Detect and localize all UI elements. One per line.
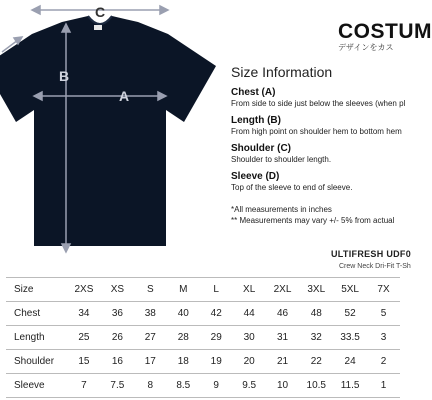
measure-a-label: A [119,88,130,104]
table-cell: 29 [200,326,233,350]
size-header: XS [101,278,134,302]
term-shoulder: Shoulder (C) [231,143,291,154]
table-cell: 33.5 [333,326,367,350]
desc-shoulder: Shoulder to shoulder length. [231,155,332,164]
table-row [6,374,400,398]
table-cell: 19 [200,350,233,374]
table-cell: 1 [367,374,400,398]
table-cell: 34 [67,302,101,326]
table-cell: 26 [101,326,134,350]
table-cell: 7.5 [101,374,134,398]
table-cell: 52 [333,302,367,326]
size-header: XL [233,278,266,302]
size-header: S [134,278,167,302]
table-cell: 48 [299,302,333,326]
table-cell: 5 [367,302,400,326]
row-label: Sleeve [6,374,67,398]
table-cell: 22 [299,350,333,374]
row-label: Shoulder [6,350,67,374]
size-header: L [200,278,233,302]
product-code: ULTIFRESH UDF0 [331,249,412,259]
size-header: 2XS [67,278,101,302]
table-cell: 7 [67,374,101,398]
table-cell: 20 [233,350,266,374]
row-label: Chest [6,302,67,326]
desc-chest: From side to side just below the sleeves (when pl [231,99,406,108]
table-cell: 25 [67,326,101,350]
table-cell: 44 [233,302,266,326]
table-cell: 27 [134,326,167,350]
desc-sleeve: Top of the sleeve to end of sleeve. [231,183,353,192]
table-cell: 9.5 [233,374,266,398]
note-inches: *All measurements in inches [231,205,332,214]
table-cell: 31 [266,326,300,350]
table-cell: 42 [200,302,233,326]
term-chest: Chest (A) [231,87,276,98]
measure-b-label: B [59,68,70,84]
header-size-label: Size [6,278,67,302]
table-cell: 3 [367,326,400,350]
brand-subtitle: デザインをカス [338,43,394,52]
size-header: 7X [367,278,400,302]
table-cell: 17 [134,350,167,374]
term-sleeve: Sleeve (D) [231,171,280,182]
size-header: 3XL [299,278,333,302]
table-cell: 8 [134,374,167,398]
table-cell: 21 [266,350,300,374]
table-cell: 16 [101,350,134,374]
size-header: M [167,278,200,302]
tshirt-tag [94,25,102,30]
measure-c-label: C [95,4,106,20]
tshirt-diagram [0,0,220,262]
table-cell: 10.5 [299,374,333,398]
table-cell: 10 [266,374,300,398]
table-cell: 40 [167,302,200,326]
size-info-title: Size Information [231,64,333,80]
table-cell: 15 [67,350,101,374]
table-cell: 8.5 [167,374,200,398]
term-length: Length (B) [231,115,281,126]
table-cell: 38 [134,302,167,326]
size-chart-table [6,277,400,398]
product-description: Crew Neck Dri-Fit T-Sh [339,263,411,270]
table-cell: 24 [333,350,367,374]
brand-logo: COSTUM [338,20,432,43]
table-cell: 28 [167,326,200,350]
size-header: 5XL [333,278,367,302]
note-variance: ** Measurements may vary +/- 5% from actual [231,216,395,225]
size-header: 2XL [266,278,300,302]
table-cell: 18 [167,350,200,374]
table-row [6,350,400,374]
table-row [6,326,400,350]
table-row [6,302,400,326]
table-cell: 36 [101,302,134,326]
table-cell: 46 [266,302,300,326]
table-header-row [6,278,400,302]
tshirt-shape [0,16,216,246]
table-cell: 9 [200,374,233,398]
table-cell: 11.5 [333,374,367,398]
desc-length: From high point on shoulder hem to bottom hem [231,127,402,136]
table-cell: 32 [299,326,333,350]
table-cell: 2 [367,350,400,374]
row-label: Length [6,326,67,350]
table-cell: 30 [233,326,266,350]
tshirt-svg [0,0,220,262]
